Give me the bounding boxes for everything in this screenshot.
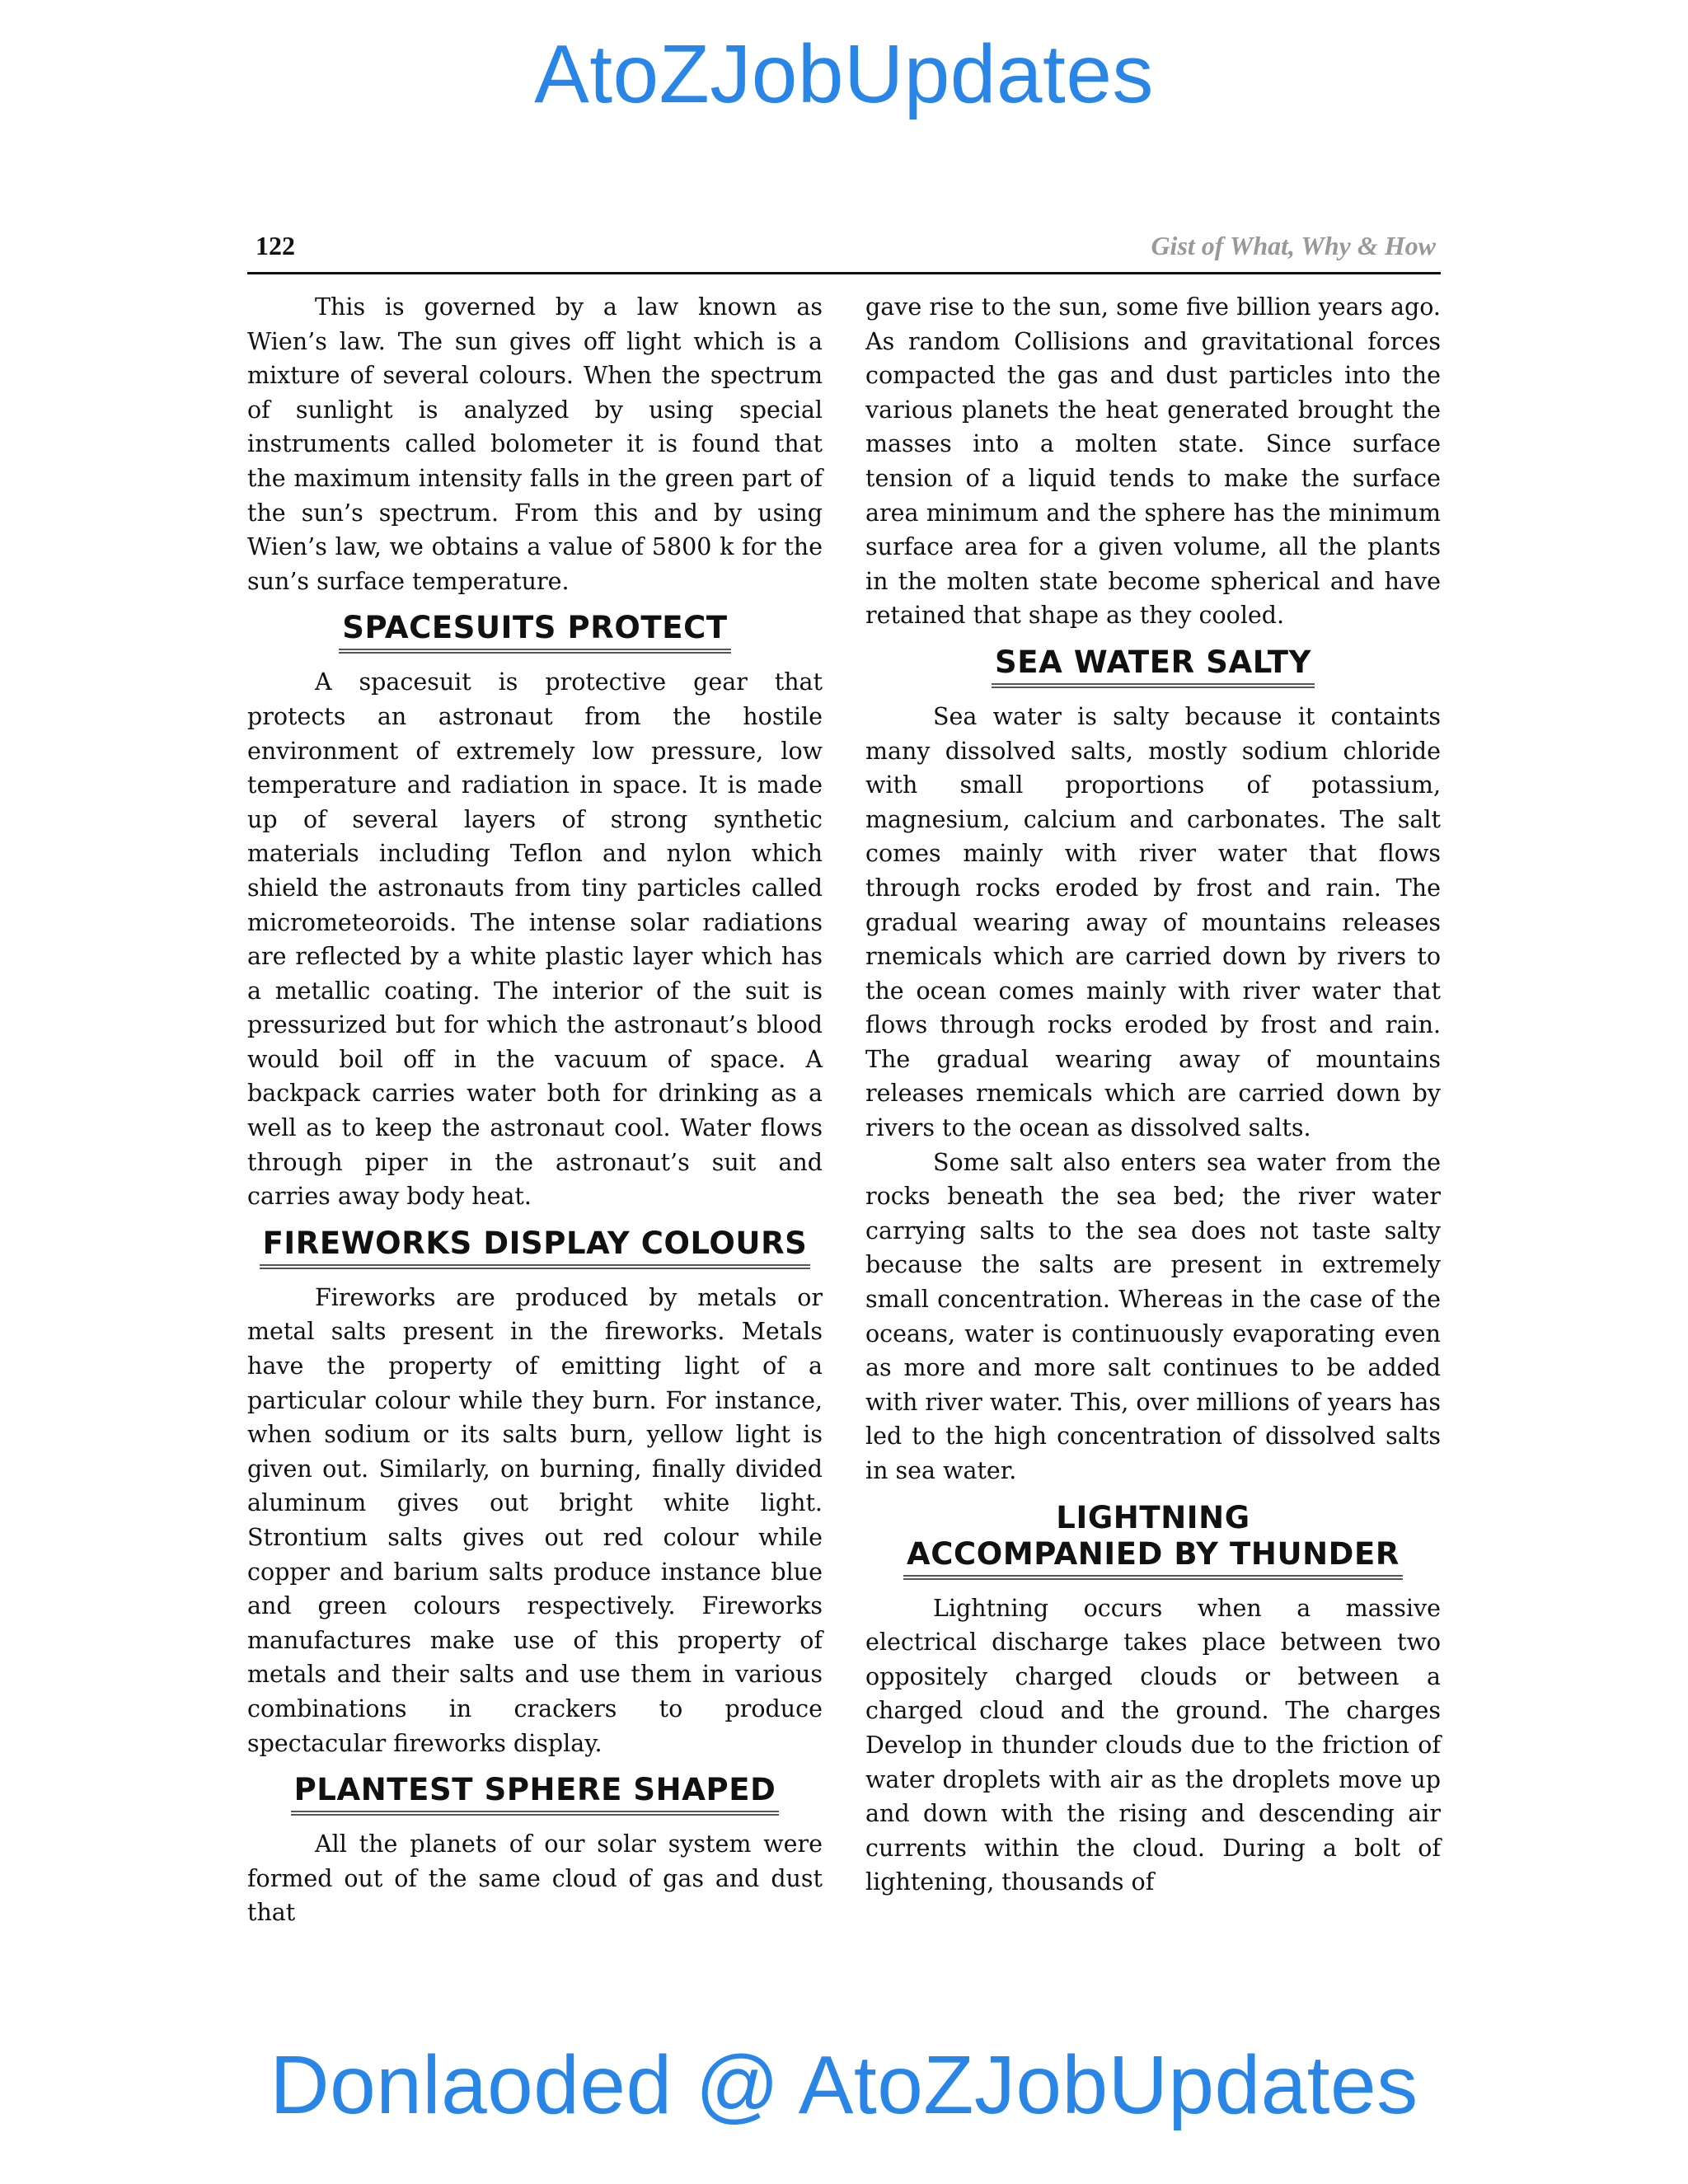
paragraph-spacesuits: A spacesuit is protective gear that protects an astronaut from the hostile environment of extremely low pressure, low temperature and radiation in space. It is made up of several layers of strong synthetic materials including Teflon and nylon which shield the astronauts from tiny particles called micrometeoroids. The intense solar radiations are reflected by a white plastic layer which has a metallic coating. The interior of the suit is pressurized but for which the astronaut’s blood would boil off in the vacuum of space. A backpack carries water both for drinking as a well as to keep the astronaut cool. Water flows through piper in the astronaut’s suit and carries away body heat.: [247, 668, 823, 1211]
heading-sea-water: [865, 644, 1441, 688]
right-column: [865, 290, 1441, 1900]
heading-fireworks: [247, 1226, 823, 1269]
paragraph-planets-continued: gave rise to the sun, some five billion years ago. As random Collisions and gravitational forces compacted the gas and dust particles into the various planets the heat generated brought the masses into a molten state. Since surface tension of a liquid tends to make the surface area minimum and the sphere has the minimum surface area for a given volume, all the plants in the molten state become spherical and have retained that shape as they cooled.: [865, 293, 1441, 630]
paragraph-sea-water-2: Some salt also enters sea water from the rocks beneath the sea bed; the river water carrying salts to the sea does not taste salty because the salts are present in extremely small concentration. Whereas in the case of the oceans, water is continuously evaporating even as more and more salt continues to be added with river water. This, over millions of years has led to the high concentration of dissolved salts in sea water.: [865, 1148, 1441, 1484]
book-title: Gist of What, Why & How: [1151, 231, 1436, 260]
watermark-bottom: Donlaoded @ AtoZJobUpdates: [270, 2039, 1418, 2131]
watermark-top: AtoZJobUpdates: [534, 28, 1154, 120]
heading-spacesuits: [247, 610, 823, 654]
left-column: [247, 290, 823, 1930]
heading-text: SEA WATER SALTY: [992, 644, 1315, 688]
page-number: 122: [256, 231, 295, 260]
heading-line-1: LIGHTNING: [1056, 1499, 1250, 1535]
paragraph-wiens-law: This is governed by a law known as Wien’s law. The sun gives off light which is a mixture of several colours. When the spectrum of sunlight is analyzed by using special instruments called bolometer it is found that the maximum intensity falls in the green part of the sun’s spectrum. From this and by using Wien’s law, we obtains a value of 5800 k for the sun’s surface temperature.: [247, 293, 823, 595]
heading-text: FIREWORKS DISPLAY COLOURS: [260, 1226, 811, 1269]
paragraph-planets-start: All the planets of our solar system were formed out of the same cloud of gas and dust that: [247, 1830, 823, 1927]
running-header: [247, 231, 1441, 274]
paragraph-lightning: Lightning occurs when a massive electrical discharge takes place between two oppositely charged clouds or between a charged cloud and the ground. The charges Develop in thunder clouds due to the friction of water droplets with air as the droplets move up and down with the rising and descending air currents within the cloud. During a bolt of lightening, thousands of: [865, 1594, 1441, 1896]
heading-line-2: ACCOMPANIED BY THUNDER: [903, 1536, 1403, 1580]
heading-text: PLANTEST SPHERE SHAPED: [291, 1772, 780, 1816]
heading-planets: [247, 1772, 823, 1816]
heading-lightning: [865, 1500, 1441, 1580]
paragraph-sea-water-1: Sea water is salty because it containts many dissolved salts, mostly sodium chloride with small proportions of potassium, magnesium, calcium and carbonates. The salt comes mainly with river water that flows through rocks eroded by frost and rain. The gradual wearing away of mountains releases rnemicals which are carried down by rivers to the ocean comes mainly with river water that flows through rocks eroded by frost and rain. The gradual wearing away of mountains releases rnemicals which are carried down by rivers to the ocean as dissolved salts.: [865, 702, 1441, 1142]
paragraph-fireworks: Fireworks are produced by metals or metal salts present in the fireworks. Metals have the property of emitting light of a particular colour while they burn. For instance, when sodium or its salts burn, yellow light is given out. Similarly, on burning, finally divided aluminum gives out bright white light. Strontium salts gives out red colour while copper and barium salts produce instance blue and green colours respectively. Fireworks manufactures make use of this property of metals and their salts and use them in various combinations in crackers to produce spectacular fireworks display.: [247, 1283, 823, 1757]
heading-text: SPACESUITS PROTECT: [339, 610, 730, 654]
